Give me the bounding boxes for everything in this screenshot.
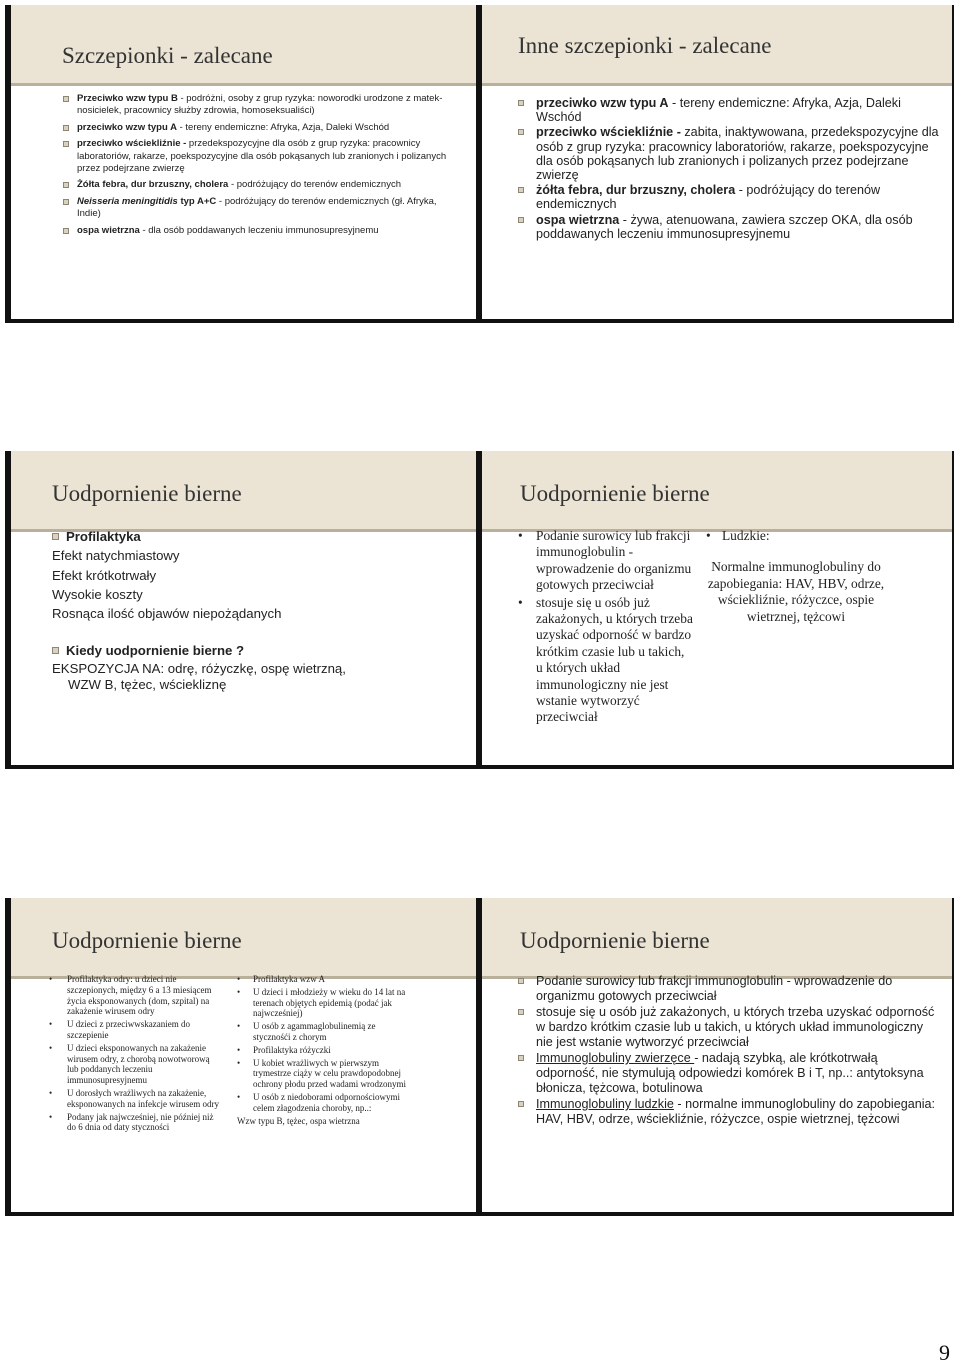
dot-bullet-icon: •: [237, 1021, 241, 1032]
dot-bullet-icon: •: [49, 1111, 53, 1122]
dot-bullet-icon: •: [49, 1019, 53, 1030]
slide-title: Uodpornienie bierne: [52, 928, 242, 953]
list-item: • U dzieci eksponowanych na zakażenie wirusem odry, z chorobą nowotworową lub poddanych leczeniu immunosupresyjnemu: [49, 1042, 210, 1086]
list-item: Immunoglobuliny zwierzęce - nadają szybką, ale krótkotrwałą odporność, nie stymulują odpowiedzi komórek B i T, np..: antytoksyna błonicza, tężcowa, botulinowa: [518, 1051, 940, 1096]
page-number: 9: [939, 1340, 950, 1365]
exposure-line: EKSPOZYCJA NA: odrę, różyczkę, ospę wietrzną,: [52, 660, 346, 676]
slide-body: [63, 93, 453, 241]
list-item: • U dorosłych wrażliwych na zakażenie, eksponowanych na infekcje wirusem odry: [49, 1087, 219, 1109]
list-item: • U dzieci i młodzieży w wieku do 14 lat na terenach objętych epidemią (podać jak najwcześniej): [237, 986, 406, 1019]
square-bullet-icon: [518, 1009, 524, 1015]
list-item: przeciwko wzw typu A - tereny endemiczne: Afryka, Azja, Daleki Wschód: [63, 122, 453, 134]
list-item: • Podanie surowicy lub frakcji immunoglobulin - wprowadzenie do organizmu gotowych przeciwciał: [518, 528, 692, 593]
slide-bottom-border: [476, 319, 954, 323]
slide-5: [5, 898, 483, 1216]
list-item: Immunoglobuliny ludzkie - normalne immunoglobuliny do zapobiegania: HAV, HBV, odrze, wściekliźnie, różyczce, ospie wietrznej, tężcowi: [518, 1097, 940, 1127]
list-item: • Profilaktyka wzw A: [237, 974, 325, 984]
square-bullet-icon: [63, 141, 69, 147]
slide-2: [476, 5, 954, 323]
square-bullet-icon: [63, 96, 69, 102]
square-bullet-icon: [63, 182, 69, 188]
slide-left-border: [476, 5, 482, 323]
list-item: Przeciwko wzw typu B - podróżni, osoby z grup ryzyka: noworodki urodzone z matek-nosicielek, pracownicy służby zdrowia, homoseksualiści): [63, 93, 453, 118]
slide-left-border: [5, 451, 11, 769]
list-item: • stosuje się u osób już zakażonych, u których trzeba uzyskać odporność w bardzo krótkim czasie lub u takich, u których układ immunologiczny nie jest wstanie wytworzyć przeciwciał: [518, 594, 693, 725]
slide-left-border: [5, 898, 11, 1216]
effect-line: Rosnąca ilość objawów niepożądanych: [52, 606, 282, 622]
square-bullet-icon: [518, 100, 524, 106]
slide-bottom-border: [476, 1212, 954, 1216]
list-item: ospa wietrzna - żywa, atenuowana, zawiera szczep OKA, dla osób poddawanych leczeniu immunosupresyjnemu: [518, 213, 940, 241]
profilaktyka-heading: Profilaktyka: [52, 527, 469, 546]
exposure-line-2: WZW B, tężec, wściekliznę: [68, 676, 227, 692]
col-left: [47, 974, 219, 1133]
slide-body: [518, 96, 940, 242]
slide-title: Uodpornienie bierne: [520, 928, 710, 953]
slide-left-border: [476, 898, 482, 1216]
list-item: • U kobiet wrażliwych w pierwszym trymestrze ciąży w celu prawdopodobnej ochrony płodu przed wadami wrodzonymi: [237, 1057, 406, 1090]
list-item: • U dzieci z przeciwwskazaniem do szczepienie: [49, 1019, 190, 1040]
slide-body: [52, 527, 469, 693]
slide-4: [476, 451, 954, 769]
slide-body: [518, 974, 940, 1128]
slide-title: Uodpornienie bierne: [52, 481, 242, 506]
dot-bullet-icon: •: [49, 1087, 53, 1098]
square-bullet-icon: [63, 125, 69, 131]
list-item: żółta febra, dur brzuszny, cholera - podróżujący do terenów endemicznych: [518, 183, 940, 211]
dot-bullet-icon: •: [49, 1042, 53, 1053]
square-bullet-icon: [52, 533, 59, 540]
slide-left-border: [5, 5, 11, 323]
header-rule: [11, 83, 481, 86]
list-item: • U osób z agammaglobulinemią ze stycznośći z chorym: [237, 1021, 376, 1042]
dot-bullet-icon: •: [518, 528, 523, 543]
square-bullet-icon: [518, 217, 524, 223]
effect-line: Efekt krótkotrwały: [52, 567, 157, 583]
slide-3: [5, 451, 483, 769]
list-item: Neisseria meningitidis typ A+C - podróżujący do terenów endemicznych (gł. Afryka, Indie): [63, 196, 453, 221]
dot-bullet-icon: •: [518, 594, 523, 610]
header-rule: [482, 83, 952, 86]
square-bullet-icon: [518, 129, 524, 135]
square-bullet-icon: [518, 1055, 524, 1061]
list-item: • Podany jak najwcześniej, nie później niż do 6 dnia od daty styczności: [49, 1111, 214, 1133]
dot-bullet-icon: •: [237, 986, 241, 997]
slide-left-border: [476, 451, 482, 769]
list-item: Podanie surowicy lub frakcji immunoglobulin - wprowadzenie do organizmu gotowych przeciwciał: [518, 974, 940, 1004]
square-bullet-icon: [63, 228, 69, 234]
slide-bottom-border: [5, 1212, 483, 1216]
list-item: Żółta febra, dur brzuszny, cholera - podróżujący do terenów endemicznych: [63, 179, 453, 191]
square-bullet-icon: [63, 199, 69, 205]
dot-bullet-icon: •: [49, 974, 53, 984]
list-item: • U osób z niedoborami odpornościowymi celem złagodzenia choroby, np..:: [237, 1091, 400, 1113]
list-item: • Profilaktyka odry: u dzieci nie szczepionych, między 6 a 13 miesiącem życia eksponowanych (dom, szpital) na zakażenie wirusem odry: [49, 974, 212, 1017]
square-bullet-icon: [518, 978, 524, 984]
slide-6: [476, 898, 954, 1216]
slide-bottom-border: [476, 765, 954, 769]
list-item: • Ludzkie:: [706, 528, 770, 543]
list-item: przeciwko wściekliźnie - zabita, inaktywowana, przedekspozycyjne dla osób z grup ryzyka: pracownicy laboratoriów, rakarze, poekspozycyjne dla osób pokąsanych lub zranionych i polizanych przez podejrzane zwierzę: [518, 125, 940, 182]
dot-bullet-icon: •: [237, 974, 241, 984]
slide-bottom-border: [5, 319, 483, 323]
square-bullet-icon: [52, 647, 59, 654]
slide-1: [5, 5, 483, 323]
col-right: [706, 528, 886, 625]
list-item: ospa wietrzna - dla osób poddawanych leczeniu immunosupresyjnemu: [63, 225, 453, 237]
slide-right-border: [952, 5, 954, 323]
normal-ig-text: Normalne immunoglobuliny do zapobiegania: HAV, HBV, odrze, wściekliźnie, różyczce, ospie wietrznej, tężcowi: [707, 559, 885, 624]
slide-right-border: [952, 898, 954, 1216]
list-item: • Profilaktyka różyczki: [237, 1044, 331, 1055]
slide-title: Inne szczepionki - zalecane: [518, 33, 772, 58]
list-item: przeciwko wściekliźnie - przedekspozycyjne dla osób z grup ryzyka: pracownicy laboratoriów, rakarze, poekspozycyjne dla osób pokąsanych lub zranionych i polizanych przez podejrzane zwierzę: [63, 138, 453, 175]
effect-line: Efekt natychmiastowy: [52, 548, 180, 564]
effect-line: Wysokie koszty: [52, 586, 143, 602]
square-bullet-icon: [518, 187, 524, 193]
kiedy-heading: Kiedy uodpornienie bierne ?: [52, 641, 469, 660]
square-bullet-icon: [518, 1101, 524, 1107]
dot-bullet-icon: •: [237, 1057, 241, 1068]
list-item: stosuje się u osób już zakażonych, u których trzeba uzyskać odporność w bardzo krótkim czasie lub u takich, u których układ immunologiczny nie jest wstanie wytworzyć przeciwciał: [518, 1005, 940, 1050]
slide-right-border: [952, 451, 954, 769]
slide-bottom-border: [5, 765, 483, 769]
col-right: [235, 974, 411, 1126]
dot-bullet-icon: •: [237, 1044, 241, 1055]
dot-bullet-icon: •: [706, 528, 711, 543]
slide-title: Szczepionki - zalecane: [62, 43, 273, 68]
slide-title: Uodpornienie bierne: [520, 481, 710, 506]
hepb-tail: Wzw typu B, tężec, ospa wietrzna: [237, 1115, 360, 1126]
col-left: [518, 528, 694, 726]
dot-bullet-icon: •: [237, 1091, 241, 1102]
list-item: przeciwko wzw typu A - tereny endemiczne: Afryka, Azja, Daleki Wschód: [518, 96, 940, 124]
